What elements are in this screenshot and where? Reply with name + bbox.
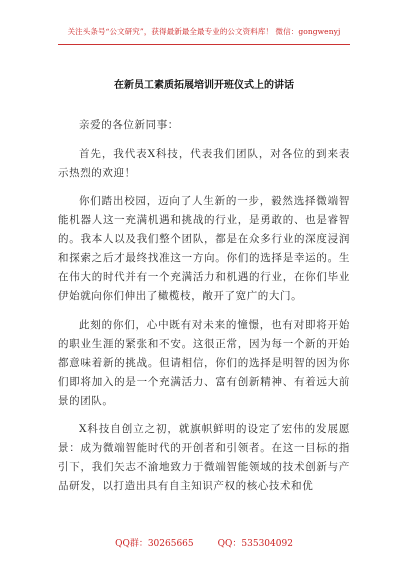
footer-qq: QQ：535304092 bbox=[217, 539, 293, 549]
header-divider bbox=[58, 44, 350, 45]
paragraph: X科技自创立之初，就旗帜鲜明的设定了宏伟的发展愿景：成为微端智能时代的开创者和引领者。在这一目标的指引下，我们矢志不渝地致力于微端智能领域的技术创新与产品研发，以打造出具有自主知识产权的核心技术和优 bbox=[58, 423, 350, 492]
paragraph: 此刻的你们，心中既有对未来的憧憬，也有对即将开始的职业生涯的紧张和不安。这很正常，因为每一个新的开始都意味着新的挑战。但请相信，你们的选择是明智的因为你们即将加入的是一个充满活力、富有创新精神、有着远大前景的团队。 bbox=[58, 318, 350, 407]
document-title: 在新员工素质拓展培训开班仪式上的讲话 bbox=[114, 80, 294, 91]
header-banner: 关注头条号“公文研究”，获得最新最全最专业的公文资料库！ 微信：gongwenyj bbox=[67, 27, 341, 36]
document-body bbox=[58, 116, 350, 506]
paragraph: 首先，我代表X科技，代表我们团队，对各位的到来表示热烈的欢迎！ bbox=[58, 147, 350, 179]
paragraph: 你们踏出校园，迈向了人生新的一步，毅然选择微端智能机器人这一充满机遇和挑战的行业，是勇敢的、也是睿智的。我本人以及我们整个团队，都是在众多行业的深度浸润和探索之后才最终找准这一方向。你们的选择是幸运的。生在伟大的时代并有一个充满活力和机遇的行业，在你们毕业伊始就向你们伸出了橄榄枝，敞开了宽广的大门。 bbox=[58, 195, 350, 302]
salutation: 亲爱的各位新同事： bbox=[79, 119, 179, 131]
footer-qq-group: QQ群：30265665 bbox=[115, 539, 194, 549]
footer-contacts bbox=[0, 536, 408, 549]
